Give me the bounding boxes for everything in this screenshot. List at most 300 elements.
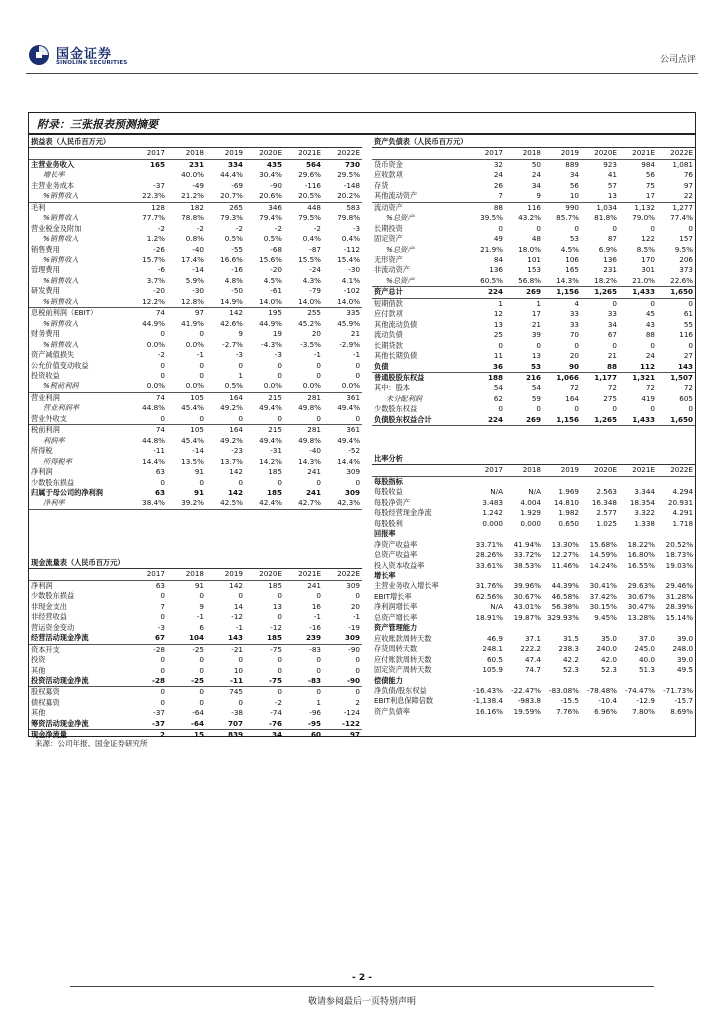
row-value: 49.8% — [298, 435, 321, 445]
row-value: 1,321 — [632, 372, 655, 382]
row-value: 17 — [619, 191, 657, 202]
row-label: 货币资金 — [374, 159, 403, 169]
row-value: 0.4% — [302, 234, 321, 244]
row-label: 净利润增长率 — [374, 602, 418, 612]
row-value: 20 — [569, 351, 579, 361]
row-value: 1.718 — [672, 518, 694, 528]
row-value: 889 — [565, 159, 579, 169]
row-value: 0 — [160, 360, 165, 370]
row-value: 14.0% — [323, 297, 362, 308]
row-label: 其他流动负债 — [374, 319, 418, 329]
sinolink-logo-icon — [28, 44, 50, 66]
row-value: N/A — [490, 602, 503, 612]
year-header: 2022E — [323, 569, 362, 580]
year-header: 2019 — [543, 148, 581, 159]
row-label: 负债股东权益合计 — [372, 415, 467, 426]
table-row — [372, 170, 695, 180]
row-value — [128, 170, 167, 180]
row-value: 164 — [229, 392, 243, 402]
row-value: -37 — [153, 708, 165, 718]
row-label: %总资产 — [386, 213, 415, 223]
row-value: 81.8% — [594, 213, 617, 223]
row-value: 29.63% — [627, 581, 655, 591]
row-value: 231 — [188, 159, 204, 169]
row-value: 29.5% — [337, 170, 361, 180]
row-value: 42.2 — [562, 654, 579, 664]
row-value: 1,265 — [581, 415, 619, 426]
row-value: N/A — [490, 487, 503, 497]
table-row — [29, 623, 362, 633]
row-value: 0 — [238, 655, 243, 665]
row-value: -12.9 — [636, 696, 655, 706]
row-value: 4.5% — [263, 275, 282, 285]
row-label: 资产负债率 — [374, 706, 410, 716]
table-row — [372, 508, 695, 518]
row-value: -30 — [348, 265, 361, 275]
row-value: 0 — [688, 340, 693, 350]
logo-text-en: SINOLINK SECURITIES — [56, 60, 128, 66]
row-value: 22.3% — [128, 191, 167, 202]
row-value: 39.96% — [513, 581, 541, 591]
year-header: 2020E — [245, 569, 284, 580]
footer-divider — [70, 986, 654, 987]
row-value: 20.5% — [284, 191, 323, 202]
year-header: 2019 — [206, 148, 245, 159]
row-value: 101 — [527, 254, 541, 264]
row-value: 63 — [155, 580, 165, 590]
table-row — [29, 666, 362, 676]
row-value: 745 — [229, 687, 243, 697]
row-value: 0 — [574, 340, 579, 350]
year-header: 2017 — [467, 465, 505, 476]
row-value: 13.5% — [181, 456, 204, 466]
row-label: %销售收入 — [43, 254, 79, 264]
table-row — [29, 655, 362, 665]
table-row — [29, 329, 362, 339]
row-value: 0 — [316, 687, 321, 697]
row-value: -122 — [323, 719, 362, 730]
table-row — [372, 571, 695, 581]
row-value: 53 — [569, 234, 579, 244]
row-value: 143 — [206, 633, 245, 644]
row-value: 105 — [190, 392, 204, 402]
row-value: 9 — [238, 329, 243, 339]
row-value: 239 — [284, 633, 323, 644]
row-value: 1,156 — [543, 287, 581, 298]
row-value: 923 — [603, 159, 617, 169]
row-value: 21 — [350, 329, 361, 339]
row-value: 63 — [155, 467, 165, 477]
row-value: 1,081 — [672, 159, 693, 169]
row-value: -75 — [245, 676, 284, 687]
row-value: 49 — [493, 234, 503, 244]
row-value: -2 — [157, 223, 165, 233]
row-value: 97 — [194, 308, 204, 318]
year-header: 2021E — [284, 569, 323, 580]
row-value: -49 — [192, 180, 204, 190]
row-value: 37.1 — [524, 633, 541, 643]
row-value: 44.8% — [142, 403, 165, 413]
row-value: 0 — [650, 223, 655, 233]
row-label: 总资产收益率 — [374, 550, 418, 560]
row-value: 13.7% — [220, 456, 243, 466]
row-label: 每股股利 — [374, 518, 403, 528]
row-value: 39.5% — [480, 213, 503, 223]
row-value: 0.5% — [224, 234, 243, 244]
table-row — [29, 488, 362, 498]
row-value: 1,066 — [556, 372, 579, 382]
table-row — [372, 707, 695, 717]
table-row — [372, 372, 695, 383]
row-value: 27 — [683, 351, 693, 361]
row-value: 13.28% — [627, 612, 655, 622]
row-value: 136 — [603, 254, 617, 264]
table-row — [29, 719, 362, 730]
row-value: 37.42% — [589, 591, 617, 601]
row-value: 7 — [467, 191, 505, 202]
row-value: -31 — [270, 446, 282, 456]
row-value: 839 — [227, 730, 243, 740]
row-value: 329.93% — [547, 612, 579, 622]
row-value: -40 — [192, 244, 204, 254]
row-value: 0 — [355, 477, 361, 487]
row-value: 1,433 — [619, 287, 657, 298]
table-row — [29, 633, 362, 644]
year-header: 2022E — [323, 148, 362, 159]
row-value: 14.4% — [142, 456, 165, 466]
row-value: -19 — [348, 622, 360, 632]
row-value: -28 — [128, 676, 167, 687]
ratio-analysis-table — [372, 454, 695, 717]
row-label: 每股经营现金净流 — [374, 508, 432, 518]
row-value: 4.291 — [672, 508, 694, 518]
row-value: 164 — [229, 425, 243, 435]
row-value: 0.0% — [245, 381, 284, 392]
row-value: 0.0% — [284, 381, 323, 392]
row-value: 72 — [645, 383, 655, 393]
row-value: 30.15% — [589, 602, 617, 612]
row-value: 281 — [307, 392, 321, 402]
row-value: 21.2% — [167, 191, 206, 202]
year-header-blank — [372, 465, 467, 476]
table-row — [29, 687, 362, 698]
table-row — [372, 487, 695, 497]
row-value: 62 — [493, 393, 503, 403]
row-value: 0.5% — [206, 381, 245, 392]
row-value: 3.344 — [634, 487, 655, 497]
row-label: 主营业务收入增长率 — [374, 581, 439, 591]
row-value: -23 — [231, 446, 243, 456]
row-value: 97 — [349, 730, 360, 740]
row-value: 435 — [266, 159, 282, 169]
row-value: 0 — [355, 591, 360, 601]
row-value: 0 — [316, 360, 321, 370]
table-row — [29, 602, 362, 612]
row-value: 0.8% — [185, 234, 204, 244]
row-value: 2 — [355, 697, 360, 707]
row-value: 77.7% — [142, 213, 165, 223]
row-value: 38.53% — [513, 560, 541, 570]
table-row — [372, 519, 695, 529]
row-value: 3.322 — [634, 508, 655, 518]
row-value: 0.4% — [341, 234, 361, 244]
row-value: 4.3% — [302, 275, 321, 285]
row-value — [581, 529, 619, 539]
table-title: 比率分析 — [372, 454, 695, 465]
row-value — [657, 571, 695, 581]
row-value: 224 — [467, 415, 505, 426]
row-label: 非经营收益 — [31, 612, 67, 622]
row-value: 224 — [467, 287, 505, 298]
row-value: 74.7 — [524, 665, 541, 675]
row-value: 164 — [565, 393, 579, 403]
row-value: 238.3 — [558, 644, 579, 654]
row-value: 185 — [268, 580, 282, 590]
row-value — [543, 676, 581, 686]
row-value: 361 — [346, 425, 361, 435]
row-value: 33 — [569, 309, 579, 319]
row-value: 0 — [199, 665, 204, 675]
row-value: 4.1% — [341, 275, 361, 285]
table-row — [372, 287, 695, 298]
row-value: 185 — [245, 633, 284, 644]
row-label: %总资产 — [372, 276, 467, 287]
table-title: 现金流量表（人民币百万元） — [29, 558, 362, 569]
row-value: 20.52% — [665, 539, 694, 549]
row-value: -68 — [270, 244, 282, 254]
table-row — [372, 696, 695, 706]
row-value: 245.0 — [634, 644, 655, 654]
row-value — [467, 476, 505, 487]
row-value: 1.982 — [558, 508, 579, 518]
row-value: 49.2% — [220, 435, 243, 445]
row-label: 未分配利润 — [386, 393, 422, 403]
row-value: 19 — [272, 329, 282, 339]
row-value: 165 — [565, 265, 579, 275]
row-label: 应付账款周转天数 — [374, 654, 432, 664]
row-value: 16.348 — [591, 497, 617, 507]
row-label: 普通股股东权益 — [374, 372, 425, 382]
row-value: 25 — [493, 330, 503, 340]
row-value: 60.5% — [467, 276, 505, 287]
row-value: 12 — [493, 309, 503, 319]
row-value: 44.9% — [259, 318, 282, 328]
row-value: 6.9% — [598, 244, 617, 254]
row-label: 资本开支 — [31, 644, 60, 654]
row-value: 84 — [493, 254, 503, 264]
row-label: 营业税金及附加 — [31, 223, 82, 233]
row-value: 45.2% — [298, 318, 321, 328]
row-value: 18.354 — [629, 497, 655, 507]
row-value: 18.0% — [518, 244, 541, 254]
row-value: 49.4% — [337, 403, 361, 413]
row-label: 营业外收支 — [29, 414, 128, 425]
row-value: 44.39% — [551, 581, 579, 591]
row-value: 9.5% — [674, 244, 693, 254]
row-value: 1 — [536, 298, 541, 308]
row-value: 0 — [536, 340, 541, 350]
table-row — [29, 612, 362, 622]
row-value: 3.483 — [482, 497, 503, 507]
year-header: 2021E — [284, 148, 323, 159]
row-value: 185 — [266, 487, 282, 497]
appendix-title — [29, 113, 695, 135]
row-label: 资产管理能力 — [374, 623, 418, 633]
table-row — [372, 676, 695, 686]
row-value: 12.27% — [551, 550, 579, 560]
row-value: -37 — [153, 180, 165, 190]
row-value: 10 — [233, 665, 243, 675]
table-row — [29, 457, 362, 467]
row-value: -61 — [270, 286, 282, 296]
row-value: -2 — [235, 223, 243, 233]
row-label: 净利润 — [31, 580, 53, 590]
row-value: 0 — [277, 687, 282, 697]
row-value: 0 — [199, 329, 204, 339]
row-label: 少数股东损益 — [31, 591, 75, 601]
row-value: 74 — [155, 425, 165, 435]
row-value: 76 — [683, 170, 693, 180]
row-value: 24 — [531, 170, 541, 180]
row-value — [543, 571, 581, 581]
year-header: 2019 — [543, 465, 581, 476]
row-value: 707 — [206, 719, 245, 730]
row-value: 143 — [657, 362, 695, 373]
row-value: 106 — [565, 254, 579, 264]
row-value: 269 — [505, 415, 543, 426]
row-value: -26 — [153, 244, 165, 254]
row-value: 240.0 — [596, 644, 617, 654]
row-label: 公允价值变动收益 — [31, 360, 89, 370]
row-value: 31.28% — [665, 591, 694, 601]
row-label: 负债 — [372, 362, 467, 373]
row-value: 75 — [645, 180, 655, 190]
row-label: 销售费用 — [31, 244, 60, 254]
row-label: 投资收益 — [31, 370, 60, 380]
row-value: 157 — [679, 234, 693, 244]
row-value: 1,177 — [594, 372, 617, 382]
row-value: 54 — [493, 383, 503, 393]
year-header: 2022E — [657, 148, 695, 159]
row-value: 15.68% — [589, 539, 617, 549]
row-value: -2 — [274, 697, 282, 707]
balance-sheet-table — [372, 137, 695, 426]
appendix-title-text: 附录：三张报表预测摘要 — [37, 118, 158, 131]
table-row — [372, 202, 695, 213]
row-label: 营运资金变动 — [31, 622, 75, 632]
row-value — [505, 623, 543, 633]
row-value: 1,507 — [670, 372, 693, 382]
row-value: 74 — [155, 308, 165, 318]
row-value: -50 — [231, 286, 243, 296]
row-value: 62.56% — [475, 591, 503, 601]
row-label: 每股指标 — [374, 476, 403, 486]
row-value: 48 — [531, 234, 541, 244]
row-value: -2.7% — [222, 339, 243, 349]
row-value: 13 — [581, 191, 619, 202]
row-value: 1,650 — [657, 415, 695, 426]
row-value: -83 — [309, 644, 321, 654]
row-value: 40.0 — [638, 654, 655, 664]
row-value: 222.2 — [520, 644, 541, 654]
row-value: 0 — [574, 223, 579, 233]
table-row — [29, 308, 362, 319]
row-value: 0 — [498, 340, 503, 350]
table-row — [29, 265, 362, 275]
row-value: 43.2% — [518, 213, 541, 223]
row-value: 46.9 — [486, 633, 503, 643]
row-value: -21 — [231, 644, 243, 654]
year-header: 2019 — [206, 569, 245, 580]
row-value: 4 — [574, 298, 579, 308]
table-row — [372, 613, 695, 623]
row-value: 5.9% — [185, 275, 204, 285]
table-row — [29, 446, 362, 456]
row-value: 0 — [277, 370, 282, 380]
row-value: 79.8% — [337, 213, 361, 223]
table-row — [372, 191, 695, 202]
row-value: 0 — [160, 612, 165, 622]
table-row — [372, 634, 695, 644]
row-label: 非流动资产 — [374, 265, 410, 275]
row-value: 112 — [619, 362, 657, 373]
row-value: -83 — [284, 676, 323, 687]
row-value: 35.0 — [600, 633, 617, 643]
row-value: 14.0% — [245, 297, 284, 308]
row-value: 0 — [316, 477, 321, 487]
row-value: -74 — [270, 708, 282, 718]
table-row — [29, 436, 362, 446]
row-value: -2 — [313, 223, 321, 233]
table-title-row — [29, 137, 362, 148]
year-header: 2017 — [128, 569, 167, 580]
row-label: 每股收益 — [374, 487, 403, 497]
row-value: 0 — [206, 414, 245, 425]
row-value: 241 — [307, 580, 321, 590]
row-value: 79.0% — [632, 213, 655, 223]
year-header-row — [29, 569, 362, 580]
row-value: 0 — [277, 360, 282, 370]
row-value: 142 — [227, 487, 243, 497]
row-value: 0.650 — [558, 518, 579, 528]
row-value: 39.0 — [677, 633, 694, 643]
table-row — [372, 309, 695, 319]
row-label: 其他长期负债 — [374, 351, 418, 361]
row-value: 265 — [229, 202, 243, 212]
row-label: 流动资产 — [374, 202, 403, 212]
cash-flow-table — [29, 558, 362, 741]
year-header: 2021E — [619, 148, 657, 159]
row-value: 41.9% — [181, 318, 204, 328]
row-value: 16.16% — [475, 706, 503, 716]
row-label: 毛利 — [31, 202, 46, 212]
table-row — [372, 529, 695, 539]
row-value: -1 — [196, 612, 204, 622]
table-row — [29, 403, 362, 413]
row-value: 45.4% — [181, 403, 204, 413]
row-label: 净利润 — [31, 467, 53, 477]
table-row — [29, 159, 362, 170]
row-value: 206 — [679, 254, 693, 264]
row-value: 56.8% — [505, 276, 543, 287]
row-label: 偿债能力 — [374, 675, 403, 685]
row-value: 45 — [645, 309, 655, 319]
row-value: 0.000 — [482, 518, 503, 528]
table-row — [372, 159, 695, 170]
table-row — [29, 591, 362, 601]
row-value: 0 — [199, 655, 204, 665]
row-value: 14.59% — [589, 550, 617, 560]
